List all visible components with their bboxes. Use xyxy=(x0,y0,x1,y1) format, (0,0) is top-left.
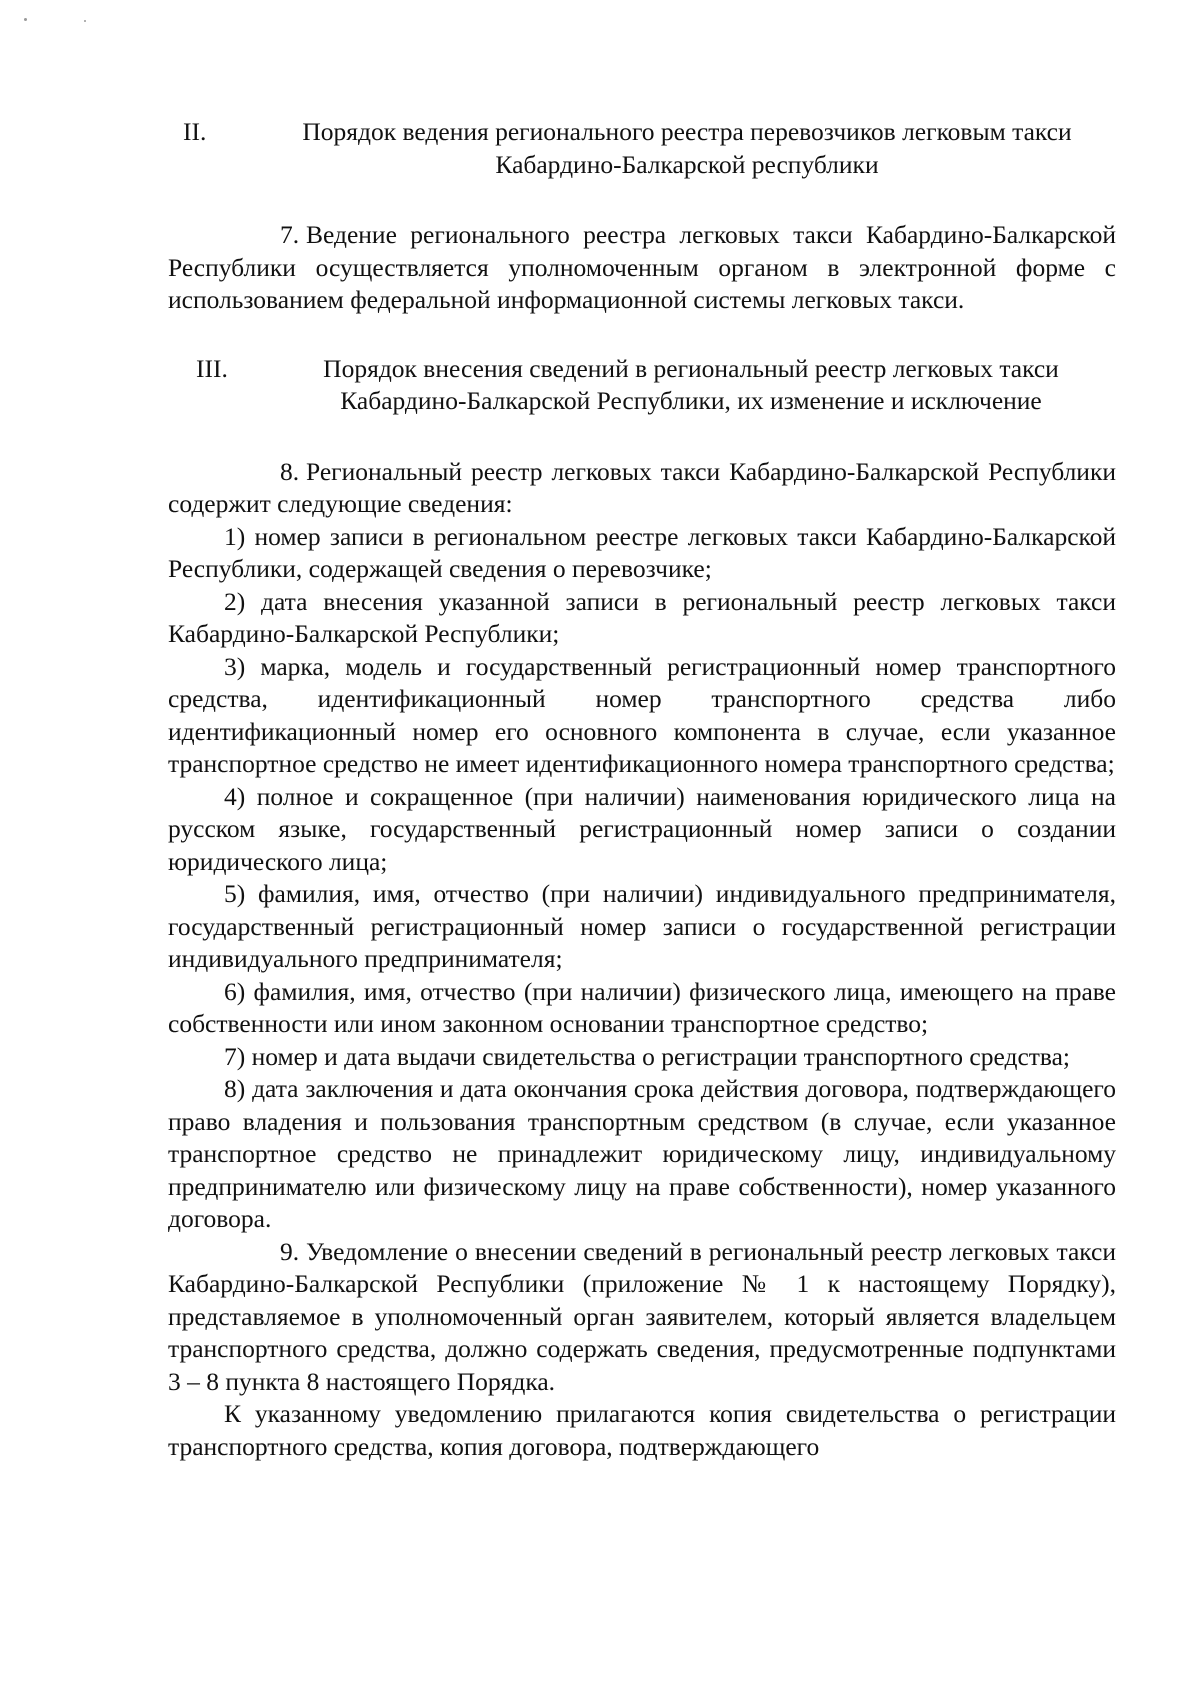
list-item: 5) фамилия, имя, отчество (при наличии) индивидуального предпринимателя, государственный регистрационный номер записи о государственной регистрации индивидуального предпринимателя; xyxy=(168,879,1116,973)
paragraph-number: 8. xyxy=(280,456,300,486)
scan-speck xyxy=(24,18,27,21)
list-item: 3) марка, модель и государственный регистрационный номер транспортного средства, идентификационный номер транспортного средства либо идентификационный номер его основного компонента в случае, если указанное транспортное средство не имеет идентификационного номера транспортного средства; xyxy=(168,651,1116,778)
paragraph-7 xyxy=(168,219,1116,317)
paragraph-8 xyxy=(168,456,1116,521)
section-number: II. xyxy=(183,117,207,146)
list-item: 8) дата заключения и дата окончания срока действия договора, подтверждающего право владения и пользования транспортным средством (в случае, если указанное транспортное средство не принадлежит юридическому лицу, индивидуальному предпринимателю или физическому лицу на праве собственности), номер указанного договора. xyxy=(168,1074,1116,1233)
list-item: 7) номер и дата выдачи свидетельства о регистрации транспортного средства; xyxy=(224,1041,1071,1071)
list-item: 1) номер записи в региональном реестре легковых такси Кабардино-Балкарской Республики, содержащей сведения о перевозчике; xyxy=(168,521,1116,583)
section-heading-2 xyxy=(168,116,1116,181)
list-item: 6) фамилия, имя, отчество (при наличии) физического лица, имеющего на праве собственности или ином законном основании транспортное средство; xyxy=(168,976,1116,1038)
list-item: 2) дата внесения указанной записи в региональный реестр легковых такси Кабардино-Балкарской Республики; xyxy=(168,586,1116,648)
paragraph-9 xyxy=(168,1236,1116,1399)
paragraph-text: Региональный реестр легковых такси Кабардино-Балкарской Республики содержит следующие сведения: xyxy=(168,456,1116,518)
list-item: 4) полное и сокращенное (при наличии) наименования юридического лица на русском языке, государственный регистрационный номер записи о создании юридического лица; xyxy=(168,781,1116,876)
section-heading-3 xyxy=(168,353,1116,418)
paragraph-number: 7. xyxy=(280,220,300,249)
paragraph-text: Уведомление о внесении сведений в региональный реестр легковых такси Кабардино-Балкарской Республики (приложение № 1 к настоящему Порядку), представляемое в уполномоченный орган заявителем, который является владельцем транспортного средства, должно содержать сведения, предусмотренные подпунктами 3 – 8 пункта 8 настоящего Порядка. xyxy=(168,1236,1116,1396)
paragraph-text: Ведение регионального реестра легковых такси Кабардино-Балкарской Республики осуществляется уполномоченным органом в электронной форме с использованием федеральной информационной системы легковых такси. xyxy=(168,220,1116,314)
scan-speck xyxy=(84,20,86,22)
document-body xyxy=(168,116,1116,1463)
section-title: Порядок внесения сведений в региональный реестр легковых такси Кабардино-Балкарской Республики, их изменение и исключение xyxy=(323,353,1059,415)
paragraph-continuation: К указанному уведомлению прилагаются копия свидетельства о регистрации транспортного средства, копия договора, подтверждающего xyxy=(168,1399,1116,1461)
section-title: Порядок ведения регионального реестра перевозчиков легковым такси Кабардино-Балкарской республики xyxy=(302,117,1072,179)
paragraph-number: 9. xyxy=(280,1236,300,1266)
section-number: III. xyxy=(196,353,228,383)
